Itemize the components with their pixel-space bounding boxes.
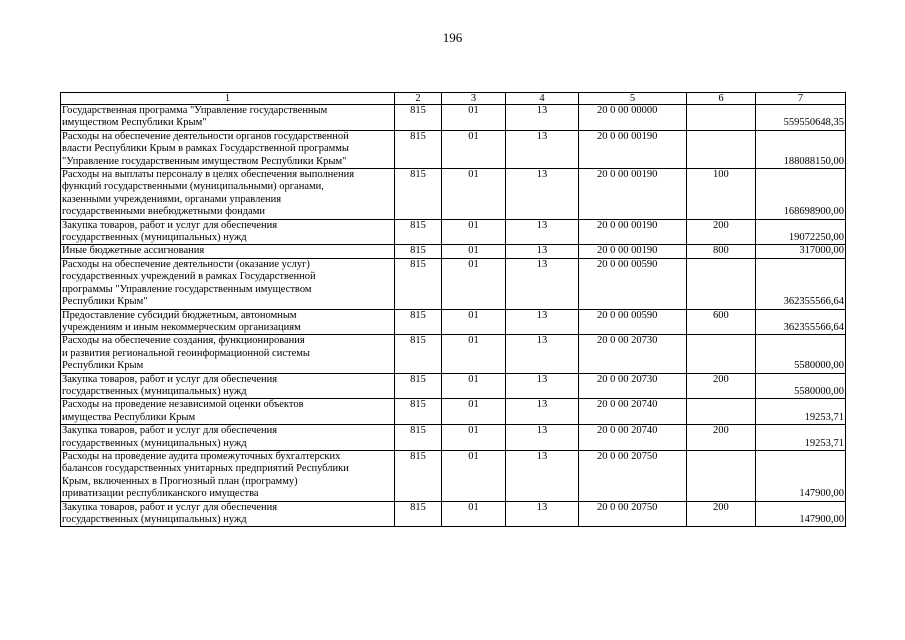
table-header-row bbox=[61, 93, 846, 105]
amount-cell: 559550648,35 bbox=[756, 105, 846, 131]
target-article-cell: 20 0 00 00190 bbox=[579, 245, 687, 258]
section-code-cell: 01 bbox=[442, 425, 506, 451]
expense-description bbox=[61, 373, 395, 399]
section-code-cell: 01 bbox=[442, 130, 506, 168]
description-line: Иные бюджетные ассигнования bbox=[62, 245, 205, 257]
target-article-cell: 20 0 00 00190 bbox=[579, 219, 687, 245]
section-code-cell: 01 bbox=[442, 501, 506, 527]
amount-cell: 147900,00 bbox=[756, 501, 846, 527]
target-article-cell: 20 0 00 00000 bbox=[579, 105, 687, 131]
subsection-code-cell: 13 bbox=[506, 245, 579, 258]
subsection-code-cell: 13 bbox=[506, 501, 579, 527]
target-article-cell: 20 0 00 20730 bbox=[579, 335, 687, 373]
description-line: Расходы на выплаты персоналу в целях обеспечения выполнения bbox=[62, 169, 355, 181]
section-code-cell: 01 bbox=[442, 105, 506, 131]
ministry-code-cell: 815 bbox=[395, 258, 442, 309]
section-code-cell: 01 bbox=[442, 399, 506, 425]
ministry-code-cell: 815 bbox=[395, 425, 442, 451]
subsection-code-cell: 13 bbox=[506, 130, 579, 168]
ministry-code-cell: 815 bbox=[395, 169, 442, 220]
ministry-code-cell: 815 bbox=[395, 399, 442, 425]
description-line: "Управление государственным имуществом Республики Крым" bbox=[62, 155, 347, 167]
expense-description bbox=[61, 399, 395, 425]
amount-cell: 362355566,64 bbox=[756, 258, 846, 309]
expense-type-cell: 100 bbox=[687, 169, 756, 220]
description-line: Крым, включенных в Прогнозный план (программу) bbox=[62, 475, 298, 487]
subsection-code-cell: 13 bbox=[506, 425, 579, 451]
subsection-code-cell: 13 bbox=[506, 309, 579, 335]
description-line: балансов государственных унитарных предприятий Республики bbox=[62, 463, 349, 475]
ministry-code-cell: 815 bbox=[395, 245, 442, 258]
subsection-code-cell: 13 bbox=[506, 399, 579, 425]
target-article-cell: 20 0 00 20750 bbox=[579, 501, 687, 527]
description-line: власти Республики Крым в рамках Государственной программы bbox=[62, 143, 349, 155]
description-line: Закупка товаров, работ и услуг для обеспечения bbox=[62, 501, 278, 513]
description-line: государственными внебюджетными фондами bbox=[62, 206, 266, 218]
expense-type-cell: 200 bbox=[687, 219, 756, 245]
expense-description bbox=[61, 169, 395, 220]
amount-cell: 168698900,00 bbox=[756, 169, 846, 220]
ministry-code-cell: 815 bbox=[395, 501, 442, 527]
expense-description bbox=[61, 130, 395, 168]
description-line: Расходы на обеспечение создания, функционирования bbox=[62, 335, 305, 347]
table-row bbox=[61, 501, 846, 527]
description-line: функций государственными (муниципальными) органами, bbox=[62, 181, 324, 193]
description-line: Расходы на обеспечение деятельности органов государственной bbox=[62, 130, 349, 142]
table-row bbox=[61, 335, 846, 373]
subsection-code-cell: 13 bbox=[506, 219, 579, 245]
expense-type-cell: 200 bbox=[687, 373, 756, 399]
description-line: Предоставление субсидий бюджетным, автономным bbox=[62, 309, 297, 321]
subsection-code-cell: 13 bbox=[506, 258, 579, 309]
target-article-cell: 20 0 00 00190 bbox=[579, 130, 687, 168]
expense-description bbox=[61, 425, 395, 451]
table-row bbox=[61, 130, 846, 168]
ministry-code-cell: 815 bbox=[395, 105, 442, 131]
expense-type-cell bbox=[687, 130, 756, 168]
amount-cell: 188088150,00 bbox=[756, 130, 846, 168]
table-row bbox=[61, 399, 846, 425]
table-row bbox=[61, 169, 846, 220]
description-line: имущества Республики Крым bbox=[62, 411, 196, 423]
subsection-code-cell: 13 bbox=[506, 335, 579, 373]
amount-cell: 5580000,00 bbox=[756, 373, 846, 399]
description-line: Расходы на проведение независимой оценки объектов bbox=[62, 399, 304, 411]
description-line: государственных (муниципальных) нужд bbox=[62, 385, 247, 397]
description-line: государственных (муниципальных) нужд bbox=[62, 437, 247, 449]
description-line: государственных (муниципальных) нужд bbox=[62, 232, 247, 244]
amount-cell: 147900,00 bbox=[756, 450, 846, 501]
expense-type-cell: 200 bbox=[687, 501, 756, 527]
column-header: 5 bbox=[579, 93, 687, 105]
amount-cell: 362355566,64 bbox=[756, 309, 846, 335]
subsection-code-cell: 13 bbox=[506, 450, 579, 501]
column-header: 4 bbox=[506, 93, 579, 105]
ministry-code-cell: 815 bbox=[395, 373, 442, 399]
expense-description bbox=[61, 105, 395, 131]
description-line: казенными учреждениями, органами управления bbox=[62, 193, 282, 205]
expense-description bbox=[61, 309, 395, 335]
expense-description bbox=[61, 219, 395, 245]
description-line: программы "Управление государственным имуществом bbox=[62, 283, 312, 295]
column-header: 1 bbox=[61, 93, 395, 105]
expense-description bbox=[61, 335, 395, 373]
section-code-cell: 01 bbox=[442, 450, 506, 501]
description-line: Закупка товаров, работ и услуг для обеспечения bbox=[62, 219, 278, 231]
column-header: 7 bbox=[756, 93, 846, 105]
expense-type-cell: 800 bbox=[687, 245, 756, 258]
budget-table bbox=[60, 92, 846, 527]
section-code-cell: 01 bbox=[442, 309, 506, 335]
section-code-cell: 01 bbox=[442, 169, 506, 220]
table-row bbox=[61, 245, 846, 258]
description-line: Расходы на проведение аудита промежуточных бухгалтерских bbox=[62, 450, 341, 462]
section-code-cell: 01 bbox=[442, 219, 506, 245]
description-line: имуществом Республики Крым" bbox=[62, 117, 207, 129]
description-line: Расходы на обеспечение деятельности (оказание услуг) bbox=[62, 258, 310, 270]
table-row bbox=[61, 219, 846, 245]
description-line: государственных учреждений в рамках Государственной bbox=[62, 271, 316, 283]
description-line: Закупка товаров, работ и услуг для обеспечения bbox=[62, 373, 278, 385]
column-header: 2 bbox=[395, 93, 442, 105]
subsection-code-cell: 13 bbox=[506, 105, 579, 131]
description-line: приватизации республиканского имущества bbox=[62, 488, 259, 500]
section-code-cell: 01 bbox=[442, 258, 506, 309]
target-article-cell: 20 0 00 00190 bbox=[579, 169, 687, 220]
amount-cell: 19253,71 bbox=[756, 399, 846, 425]
expense-type-cell bbox=[687, 399, 756, 425]
description-line: Республики Крым" bbox=[62, 296, 148, 308]
subsection-code-cell: 13 bbox=[506, 169, 579, 220]
ministry-code-cell: 815 bbox=[395, 309, 442, 335]
description-line: учреждениям и иным некоммерческим организациям bbox=[62, 321, 301, 333]
ministry-code-cell: 815 bbox=[395, 219, 442, 245]
section-code-cell: 01 bbox=[442, 245, 506, 258]
table-row bbox=[61, 105, 846, 131]
expense-type-cell: 200 bbox=[687, 425, 756, 451]
table-row bbox=[61, 258, 846, 309]
ministry-code-cell: 815 bbox=[395, 450, 442, 501]
section-code-cell: 01 bbox=[442, 373, 506, 399]
amount-cell: 19072250,00 bbox=[756, 219, 846, 245]
ministry-code-cell: 815 bbox=[395, 335, 442, 373]
column-header: 6 bbox=[687, 93, 756, 105]
expense-type-cell bbox=[687, 335, 756, 373]
section-code-cell: 01 bbox=[442, 335, 506, 373]
description-line: Закупка товаров, работ и услуг для обеспечения bbox=[62, 425, 278, 437]
description-line: и развития региональной геоинформационной системы bbox=[62, 347, 310, 359]
expense-type-cell bbox=[687, 450, 756, 501]
target-article-cell: 20 0 00 20740 bbox=[579, 399, 687, 425]
expense-description bbox=[61, 450, 395, 501]
target-article-cell: 20 0 00 20730 bbox=[579, 373, 687, 399]
expense-type-cell bbox=[687, 258, 756, 309]
amount-cell: 5580000,00 bbox=[756, 335, 846, 373]
target-article-cell: 20 0 00 00590 bbox=[579, 309, 687, 335]
expense-description bbox=[61, 245, 395, 258]
description-line: государственных (муниципальных) нужд bbox=[62, 514, 247, 525]
ministry-code-cell: 815 bbox=[395, 130, 442, 168]
page-number: 196 bbox=[442, 30, 463, 45]
table-row bbox=[61, 425, 846, 451]
description-line: Республики Крым bbox=[62, 360, 144, 372]
amount-cell: 317000,00 bbox=[756, 245, 846, 258]
table-row bbox=[61, 450, 846, 501]
expense-type-cell: 600 bbox=[687, 309, 756, 335]
amount-cell: 19253,71 bbox=[756, 425, 846, 451]
table-row bbox=[61, 373, 846, 399]
target-article-cell: 20 0 00 20740 bbox=[579, 425, 687, 451]
expense-description bbox=[61, 258, 395, 309]
table-row bbox=[61, 309, 846, 335]
expense-type-cell bbox=[687, 105, 756, 131]
target-article-cell: 20 0 00 20750 bbox=[579, 450, 687, 501]
description-line: Государственная программа "Управление государственным bbox=[62, 105, 328, 116]
column-header: 3 bbox=[442, 93, 506, 105]
subsection-code-cell: 13 bbox=[506, 373, 579, 399]
expense-description bbox=[61, 501, 395, 527]
target-article-cell: 20 0 00 00590 bbox=[579, 258, 687, 309]
